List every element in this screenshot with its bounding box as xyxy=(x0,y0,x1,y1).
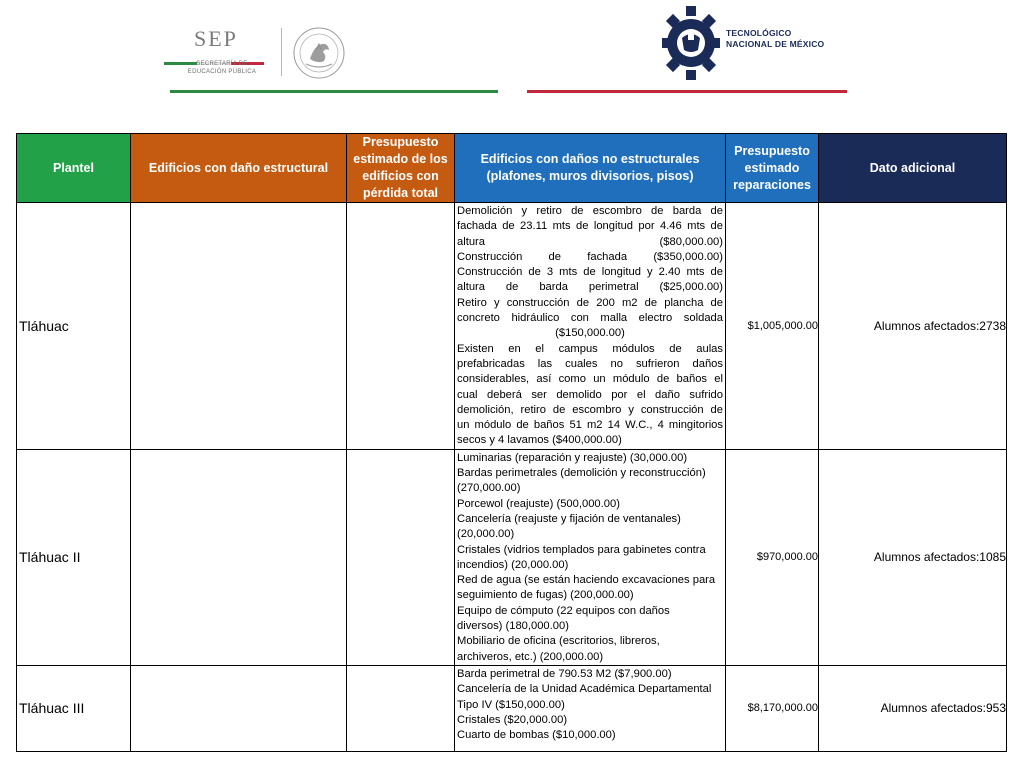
tecnm-logo-line2: NACIONAL DE MÉXICO xyxy=(726,39,825,49)
tecnm-logo xyxy=(660,4,850,84)
damage-detail-line: Cuarto de bombas ($10,000.00) xyxy=(457,729,616,742)
repair-budget-cell: $8,170,000.00 xyxy=(726,665,819,751)
sep-logo xyxy=(164,24,354,80)
damage-detail-line: cual deberá ser demolido por el daño sufrido xyxy=(457,388,723,401)
damage-detail-line: ($150,000.00) xyxy=(555,327,625,340)
damage-detail-line: Mobiliario de oficina (escritorios, libreros, xyxy=(457,635,660,648)
damage-detail-line: fachada de 23.11 mts de longitud por 4.46 mts de xyxy=(457,220,723,233)
damage-detail-line: Equipo de cómputo (22 equipos con daños xyxy=(457,604,670,617)
mexico-seal-icon xyxy=(292,26,346,80)
damage-detail-line: Porcewol (reajuste) (500,000.00) xyxy=(457,497,620,510)
damage-detail-line: Red de agua (se están haciendo excavaciones para xyxy=(457,574,716,587)
tecnm-logo-text xyxy=(726,28,824,50)
damage-detail-line: Bardas perimetrales (demolición y reconstrucción) xyxy=(457,467,706,480)
structural-damage-cell xyxy=(131,203,347,450)
damage-detail-line: seguimiento de fugas) (200,000.00) xyxy=(457,589,634,602)
damage-detail-line: Barda perimetral de 790.53 M2 ($7,900.00) xyxy=(457,667,672,680)
sep-logo-line1: SECRETARÍA DE xyxy=(196,61,248,67)
damage-detail-line: Luminarias (reparación y reajuste) (30,000.00) xyxy=(457,451,688,464)
damage-detail-line: Construcción de fachada ($350,000.00) xyxy=(457,250,723,263)
non-structural-damage-cell xyxy=(455,449,726,665)
plantel-cell: Tláhuac xyxy=(17,203,131,450)
damage-detail-line: Demolición y retiro de escombro de barda de xyxy=(457,205,723,217)
table-body xyxy=(17,203,1007,752)
damage-detail-line: Cancelería de la Unidad Académica Departamental xyxy=(457,683,712,696)
non-structural-damage-cell xyxy=(455,665,726,751)
plantel-cell: Tláhuac III xyxy=(17,665,131,751)
total-loss-budget-cell xyxy=(347,665,455,751)
column-header-structural-damage: Edificios con daño estructural xyxy=(131,134,347,203)
column-header-plantel: Plantel xyxy=(17,134,131,203)
green-header-rule xyxy=(170,90,498,93)
table-row xyxy=(17,665,1007,751)
total-loss-budget-cell xyxy=(347,203,455,450)
damage-detail-line: Retiro y construcción de 200 m2 de plancha de xyxy=(457,296,723,309)
plantel-cell: Tláhuac II xyxy=(17,449,131,665)
damage-detail-line: altura de barda perimetral ($25,000.00) xyxy=(457,281,723,294)
damage-detail-line: Tipo IV ($150,000.00) xyxy=(457,698,565,711)
additional-data-cell: Alumnos afectados:1085 xyxy=(819,449,1007,665)
damage-detail-line: Existen en el campus módulos de aulas xyxy=(457,342,723,355)
red-header-rule xyxy=(527,90,847,93)
sep-logo-flag-bars xyxy=(164,52,264,56)
damage-detail-line: (20,000.00) xyxy=(457,528,515,541)
sep-logo-line2: EDUCACIÓN PÚBLICA xyxy=(187,69,257,75)
damage-detail-line: Cristales (vidrios templados para gabinetes contra xyxy=(457,543,706,556)
repair-budget-cell: $970,000.00 xyxy=(726,449,819,665)
structural-damage-cell xyxy=(131,665,347,751)
damage-detail-line: concreto hidráulico con malla electro soldada xyxy=(457,312,723,325)
damage-detail-line: considerables, así como un módulo de baños el xyxy=(457,373,723,386)
repair-budget-cell: $1,005,000.00 xyxy=(726,203,819,450)
damage-detail-line: altura ($80,000.00) xyxy=(457,235,723,248)
damage-detail-line: Cancelería (reajuste y fijación de ventanales) xyxy=(457,512,681,525)
damage-budget-table xyxy=(16,133,1007,752)
column-header-repair-budget: Presupuesto estimado reparaciones xyxy=(726,134,819,203)
column-header-additional-data: Dato adicional xyxy=(819,134,1007,203)
total-loss-budget-cell xyxy=(347,449,455,665)
structural-damage-cell xyxy=(131,449,347,665)
damage-detail-line: incendios) (20,000.00) xyxy=(457,558,569,571)
damage-detail-line: Construcción de 3 mts de longitud y 2.40 mts de xyxy=(457,266,723,279)
non-structural-damage-cell xyxy=(455,203,726,450)
damage-detail-line: demolición, retiro de escombro y construcción de xyxy=(457,403,723,416)
table-row xyxy=(17,449,1007,665)
sep-logo-caption xyxy=(174,60,270,76)
column-header-total-loss-budget: Presupuesto estimado de los edificios con pérdida total xyxy=(347,134,455,203)
table-row xyxy=(17,203,1007,450)
damage-detail-line: secos y 4 lavamos ($400,000.00) xyxy=(457,434,622,447)
damage-detail-line: prefabricadas las cuales no sufrieron daños xyxy=(457,357,723,370)
table-header-row xyxy=(17,134,1007,203)
column-header-non-structural-damage: Edificios con daños no estructurales (plafones, muros divisorios, pisos) xyxy=(455,134,726,203)
damage-detail-line: un módulo de baños 51 m2 14 W.C., 4 mingitorios xyxy=(457,419,723,432)
additional-data-cell: Alumnos afectados:2738 xyxy=(819,203,1007,450)
damage-detail-line: diversos) (180,000.00) xyxy=(457,620,569,633)
tecnm-logo-line1: TECNOLÓGICO xyxy=(726,28,792,38)
sep-logo-abbr: SEP xyxy=(194,26,238,51)
damage-detail-line: (270,000.00) xyxy=(457,482,521,495)
additional-data-cell: Alumnos afectados:953 xyxy=(819,665,1007,751)
tecnm-gear-icon xyxy=(660,4,722,82)
damage-detail-line: archiveros, etc.) (200,000.00) xyxy=(457,650,604,663)
damage-detail-line: Cristales ($20,000.00) xyxy=(457,713,568,726)
sep-logo-divider xyxy=(281,28,282,76)
